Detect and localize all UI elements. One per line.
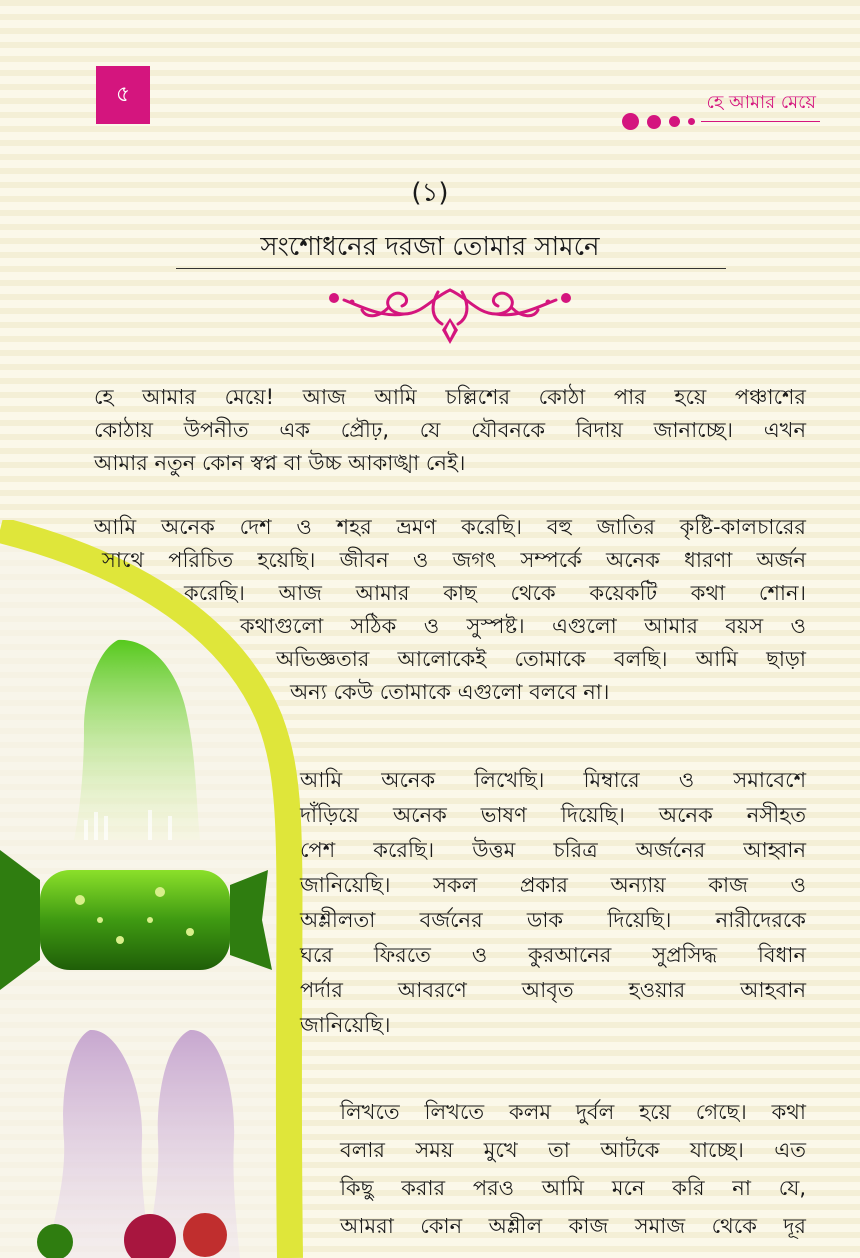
running-title: হে আমার মেয়ে xyxy=(701,88,820,122)
text-line: হে আমার মেয়ে! আজ আমি চল্লিশের কোঠা পার হয়ে পঞ্চাশের xyxy=(94,385,806,409)
paragraph-2 xyxy=(0,511,860,709)
chapter-title: সংশোধনের দরজা তোমার সামনে xyxy=(260,232,600,262)
text-line: সাথে পরিচিত হয়েছি। জীবন ও জগৎ সম্পর্কে অনেক ধারণা অর্জন xyxy=(102,548,806,572)
text-line: কথাগুলো সঠিক ও সুস্পষ্ট। এগুলো আমার বয়স ও xyxy=(240,614,806,638)
paragraph-3 xyxy=(300,763,806,1043)
paragraph-1 xyxy=(94,381,806,480)
header-dots-ornament xyxy=(622,113,695,130)
text-line: জানিয়েছি। xyxy=(300,1013,391,1037)
text-line: আমরা কোন অশ্লীল কাজ সমাজ থেকে দূর xyxy=(340,1214,806,1238)
text-line: পেশ করেছি। উত্তম চরিত্র অর্জনের আহ্বান xyxy=(300,838,806,862)
text-line: আমি অনেক লিখেছি। মিম্বারে ও সমাবেশে xyxy=(300,768,806,792)
text-line: জানিয়েছি। সকল প্রকার অন্যায় কাজ ও xyxy=(300,873,806,897)
running-header xyxy=(622,88,820,122)
text-line: দাঁড়িয়ে অনেক ভাষণ দিয়েছি। অনেক নসীহত xyxy=(300,803,806,827)
text-line: কিছু করার পরও আমি মনে করি না যে, xyxy=(340,1176,806,1200)
text-line: অন্য কেউ তোমাকে এগুলো বলবে না। xyxy=(290,680,610,704)
title-underline xyxy=(176,268,726,269)
paragraph-4 xyxy=(340,1093,806,1245)
text-line: লিখতে লিখতে কলম দুর্বল হয়ে গেছে। কথা xyxy=(340,1100,806,1124)
page-number: ৫ xyxy=(96,66,150,124)
text-line: ঘরে ফিরতে ও কুরআনের সুপ্রসিদ্ধ বিধান xyxy=(300,943,806,967)
text-line: অভিজ্ঞতার আলোকেই তোমাকে বলছি। আমি ছাড়া xyxy=(276,647,806,671)
text-line: অশ্লীলতা বর্জনের ডাক দিয়েছি। নারীদেরকে xyxy=(300,908,806,932)
text-line: আমি অনেক দেশ ও শহর ভ্রমণ করেছি। বহু জাতির কৃষ্টি-কালচারের xyxy=(94,515,806,539)
chapter-number: (১) xyxy=(411,178,449,208)
text-line: কোঠায় উপনীত এক প্রৌঢ়, যে যৌবনকে বিদায় জানাচ্ছে। এখন xyxy=(94,418,806,442)
text-line: পর্দার আবরণে আবৃত হওয়ার আহবান xyxy=(300,978,806,1002)
text-line: করেছি। আজ আমার কাছ থেকে কয়েকটি কথা শোন। xyxy=(184,581,806,605)
floral-ornament-icon xyxy=(322,278,578,348)
text-line: আমার নতুন কোন স্বপ্ন বা উচ্চ আকাঙ্খা নেই। xyxy=(94,451,466,475)
text-line: বলার সময় মুখে তা আটকে যাচ্ছে। এত xyxy=(340,1138,806,1162)
